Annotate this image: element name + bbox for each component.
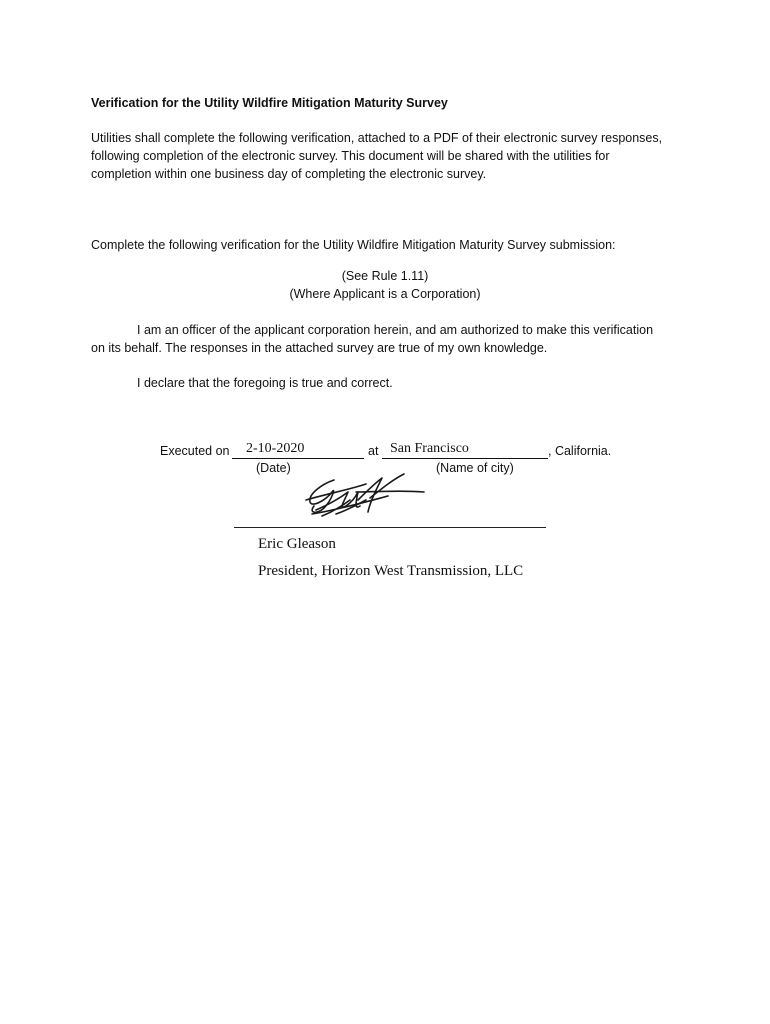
declaration-text: I declare that the foregoing is true and correct. (137, 376, 393, 390)
signer-name: Eric Gleason (258, 536, 336, 552)
officer-statement-line: I am an officer of the applicant corporation herein, and am authorized to make this verification (137, 323, 654, 337)
rule-reference: (See Rule 1.11) (341, 269, 429, 283)
intro-line: Utilities shall complete the following verification, attached to a PDF of their electronic survey responses, (91, 131, 663, 145)
city-caption: (Name of city) (436, 461, 514, 475)
intro-line: following completion of the electronic survey. This document will be shared with the utilities for (91, 149, 610, 163)
instruction-text: Complete the following verification for the Utility Wildfire Mitigation Maturity Survey submission: (91, 238, 616, 252)
document-title: Verification for the Utility Wildfire Mitigation Maturity Survey (91, 96, 448, 110)
applicant-type: (Where Applicant is a Corporation) (289, 287, 481, 301)
at-label: at (368, 444, 379, 458)
date-caption: (Date) (256, 461, 291, 475)
executed-on-label: Executed on (160, 444, 230, 458)
state-label: , California. (548, 444, 612, 458)
signature-line (234, 527, 546, 528)
date-value: 2-10-2020 (246, 441, 305, 456)
handwritten-signature (296, 470, 428, 522)
city-value: San Francisco (390, 441, 469, 456)
intro-line: completion within one business day of completing the electronic survey. (91, 167, 487, 181)
signer-title: President, Horizon West Transmission, LLC (258, 563, 524, 579)
intro-paragraph (91, 129, 662, 183)
officer-statement-line: on its behalf. The responses in the attached survey are true of my own knowledge. (91, 341, 548, 355)
